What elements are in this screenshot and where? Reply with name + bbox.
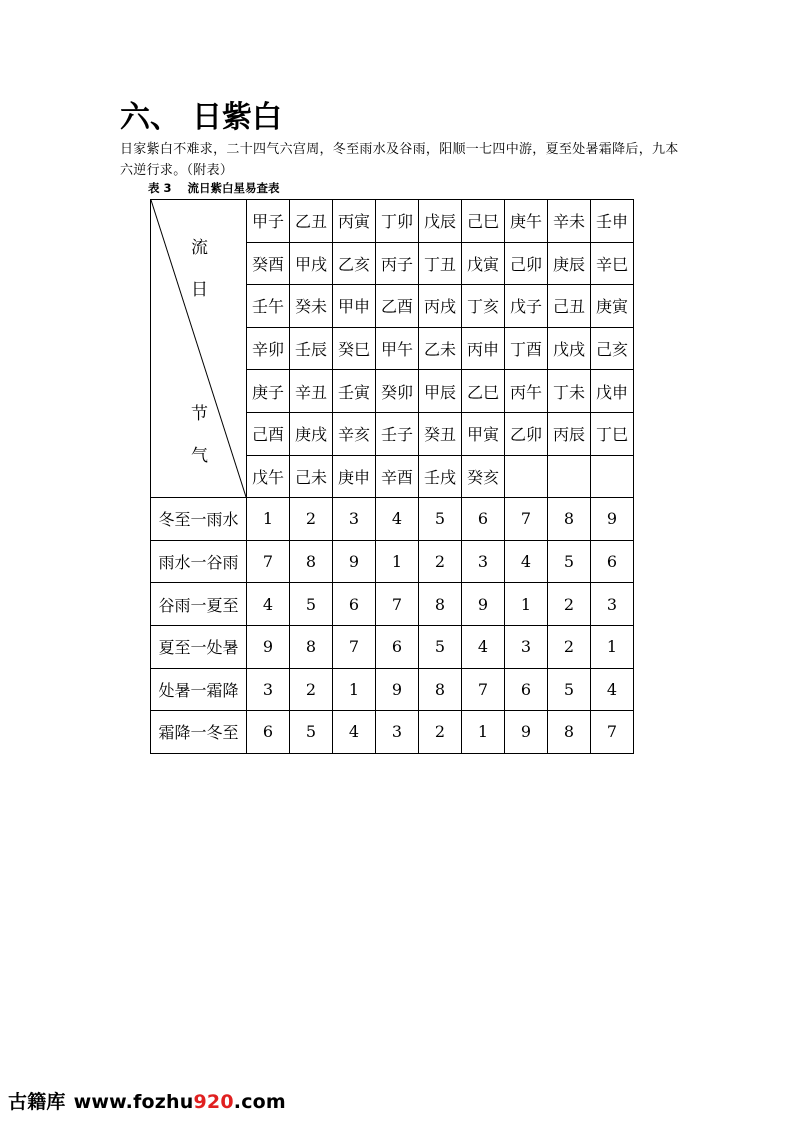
ganzhi-cell: 乙巳 (462, 370, 505, 413)
star-number-cell: 5 (290, 583, 333, 626)
ganzhi-cell: 壬戌 (419, 455, 462, 498)
star-number-cell: 3 (333, 498, 376, 541)
star-number-cell: 1 (505, 583, 548, 626)
star-number-cell: 7 (333, 625, 376, 668)
star-number-cell: 5 (290, 711, 333, 754)
star-number-cell: 1 (591, 625, 634, 668)
solar-term-range-label: 冬至一雨水 (151, 498, 247, 541)
ganzhi-cell: 甲寅 (462, 412, 505, 455)
ganzhi-cell: 癸亥 (462, 455, 505, 498)
star-number-cell: 5 (548, 540, 591, 583)
star-number-cell: 3 (591, 583, 634, 626)
section-heading (120, 98, 282, 138)
star-row (151, 668, 634, 711)
star-number-cell: 8 (290, 625, 333, 668)
ganzhi-cell: 庚戌 (290, 412, 333, 455)
star-number-cell: 9 (333, 540, 376, 583)
star-row (151, 540, 634, 583)
ganzhi-cell: 癸卯 (376, 370, 419, 413)
table-caption (148, 180, 280, 196)
corner-top-char-1: 流 (191, 238, 208, 258)
ganzhi-cell: 甲戌 (290, 242, 333, 285)
footer-watermark (8, 1087, 286, 1114)
star-number-cell: 7 (505, 498, 548, 541)
corner-header-cell (151, 200, 247, 498)
ganzhi-cell: 戊戌 (548, 327, 591, 370)
ganzhi-cell: 壬辰 (290, 327, 333, 370)
ganzhi-cell: 丙午 (505, 370, 548, 413)
ganzhi-cell: 丁巳 (591, 412, 634, 455)
ganzhi-cell: 己未 (290, 455, 333, 498)
ganzhi-cell: 丙戌 (419, 285, 462, 328)
section-number: 六、 (120, 100, 180, 135)
star-number-cell: 1 (247, 498, 290, 541)
ganzhi-cell: 辛巳 (591, 242, 634, 285)
ganzhi-cell: 癸未 (290, 285, 333, 328)
star-number-cell: 6 (376, 625, 419, 668)
ganzhi-cell: 己亥 (591, 327, 634, 370)
ganzhi-cell: 戊子 (505, 285, 548, 328)
star-number-cell: 1 (376, 540, 419, 583)
star-row (151, 498, 634, 541)
ganzhi-cell: 戊寅 (462, 242, 505, 285)
ganzhi-cell: 丙子 (376, 242, 419, 285)
star-number-cell: 4 (247, 583, 290, 626)
star-number-cell: 4 (333, 711, 376, 754)
star-row (151, 711, 634, 754)
ganzhi-cell: 丁卯 (376, 200, 419, 243)
star-number-cell: 6 (247, 711, 290, 754)
star-number-cell: 5 (419, 498, 462, 541)
ganzhi-cell: 乙卯 (505, 412, 548, 455)
ziwei-lookup-table (150, 199, 634, 754)
ganzhi-cell: 辛丑 (290, 370, 333, 413)
star-number-cell: 6 (505, 668, 548, 711)
ganzhi-cell (505, 455, 548, 498)
section-title: 日紫白 (192, 100, 282, 135)
ganzhi-cell: 庚辰 (548, 242, 591, 285)
solar-term-range-label: 霜降一冬至 (151, 711, 247, 754)
star-number-cell: 7 (462, 668, 505, 711)
footer-url-accent: 920 (193, 1091, 234, 1113)
star-number-cell: 6 (462, 498, 505, 541)
star-number-cell: 9 (591, 498, 634, 541)
table-number: 表 3 (148, 181, 172, 195)
ganzhi-cell: 丙寅 (333, 200, 376, 243)
star-number-cell: 5 (419, 625, 462, 668)
star-number-cell: 8 (419, 668, 462, 711)
footer-brand: 古籍库 (8, 1091, 66, 1113)
ganzhi-cell: 辛酉 (376, 455, 419, 498)
star-number-cell: 2 (548, 583, 591, 626)
ganzhi-cell: 丙申 (462, 327, 505, 370)
star-number-cell: 4 (462, 625, 505, 668)
star-number-cell: 8 (290, 540, 333, 583)
star-number-cell: 8 (419, 583, 462, 626)
solar-term-range-label: 雨水一谷雨 (151, 540, 247, 583)
star-number-cell: 3 (376, 711, 419, 754)
ganzhi-cell: 壬寅 (333, 370, 376, 413)
solar-term-range-label: 夏至一处暑 (151, 625, 247, 668)
ganzhi-cell: 丙辰 (548, 412, 591, 455)
ganzhi-cell: 庚寅 (591, 285, 634, 328)
star-number-cell: 2 (548, 625, 591, 668)
star-row (151, 583, 634, 626)
star-number-cell: 3 (247, 668, 290, 711)
ganzhi-cell: 壬申 (591, 200, 634, 243)
ganzhi-cell: 甲申 (333, 285, 376, 328)
star-number-cell: 1 (462, 711, 505, 754)
corner-bottom-char-2: 气 (191, 446, 208, 466)
star-number-cell: 7 (591, 711, 634, 754)
ganzhi-cell: 癸巳 (333, 327, 376, 370)
ganzhi-cell: 丁酉 (505, 327, 548, 370)
star-number-cell: 9 (505, 711, 548, 754)
ganzhi-cell: 癸丑 (419, 412, 462, 455)
star-number-cell: 6 (333, 583, 376, 626)
star-number-cell: 3 (462, 540, 505, 583)
ganzhi-cell: 戊申 (591, 370, 634, 413)
star-number-cell: 9 (376, 668, 419, 711)
ganzhi-cell: 庚子 (247, 370, 290, 413)
corner-top-char-2: 日 (191, 280, 208, 300)
solar-term-range-label: 处暑一霜降 (151, 668, 247, 711)
star-number-cell: 2 (290, 668, 333, 711)
star-row (151, 625, 634, 668)
ganzhi-cell: 乙酉 (376, 285, 419, 328)
star-number-cell: 7 (376, 583, 419, 626)
ganzhi-cell: 壬午 (247, 285, 290, 328)
corner-bottom-char-1: 节 (191, 404, 208, 424)
ganzhi-row (151, 200, 634, 243)
ganzhi-cell: 丁丑 (419, 242, 462, 285)
star-number-cell: 4 (591, 668, 634, 711)
star-number-cell: 4 (376, 498, 419, 541)
ganzhi-cell: 庚申 (333, 455, 376, 498)
ganzhi-cell: 甲子 (247, 200, 290, 243)
star-number-cell: 9 (247, 625, 290, 668)
star-number-cell: 7 (247, 540, 290, 583)
ganzhi-cell: 戊午 (247, 455, 290, 498)
footer-url-suffix: .com (233, 1091, 286, 1113)
ganzhi-cell: 辛未 (548, 200, 591, 243)
ganzhi-cell: 丁亥 (462, 285, 505, 328)
ganzhi-cell: 甲午 (376, 327, 419, 370)
ganzhi-cell: 庚午 (505, 200, 548, 243)
ganzhi-cell: 甲辰 (419, 370, 462, 413)
ganzhi-cell: 己酉 (247, 412, 290, 455)
star-number-cell: 4 (505, 540, 548, 583)
ganzhi-cell: 辛卯 (247, 327, 290, 370)
ganzhi-cell: 乙未 (419, 327, 462, 370)
ganzhi-cell (548, 455, 591, 498)
ganzhi-cell: 戊辰 (419, 200, 462, 243)
ganzhi-cell: 己卯 (505, 242, 548, 285)
ganzhi-cell: 丁未 (548, 370, 591, 413)
ganzhi-section (151, 200, 634, 498)
star-number-cell: 9 (462, 583, 505, 626)
star-number-cell: 5 (548, 668, 591, 711)
ganzhi-cell: 己丑 (548, 285, 591, 328)
star-number-cell: 1 (333, 668, 376, 711)
intro-paragraph: 日家紫白不难求，二十四气六宫周，冬至雨水及谷雨，阳顺一七四中游，夏至处暑霜降后，九本六逆行求。（附表） (120, 142, 679, 178)
ganzhi-cell: 癸酉 (247, 242, 290, 285)
table-title: 流日紫白星易查表 (187, 181, 280, 195)
ganzhi-cell: 壬子 (376, 412, 419, 455)
star-number-cell: 8 (548, 711, 591, 754)
star-number-cell: 2 (419, 711, 462, 754)
footer-url-prefix: www.fozhu (73, 1091, 194, 1113)
ganzhi-cell: 乙亥 (333, 242, 376, 285)
star-number-cell: 6 (591, 540, 634, 583)
star-number-cell: 8 (548, 498, 591, 541)
ganzhi-cell: 己巳 (462, 200, 505, 243)
ganzhi-cell: 乙丑 (290, 200, 333, 243)
solar-term-range-label: 谷雨一夏至 (151, 583, 247, 626)
ganzhi-cell: 辛亥 (333, 412, 376, 455)
star-number-cell: 2 (290, 498, 333, 541)
ganzhi-cell (591, 455, 634, 498)
star-number-cell: 2 (419, 540, 462, 583)
star-section (151, 498, 634, 754)
star-number-cell: 3 (505, 625, 548, 668)
